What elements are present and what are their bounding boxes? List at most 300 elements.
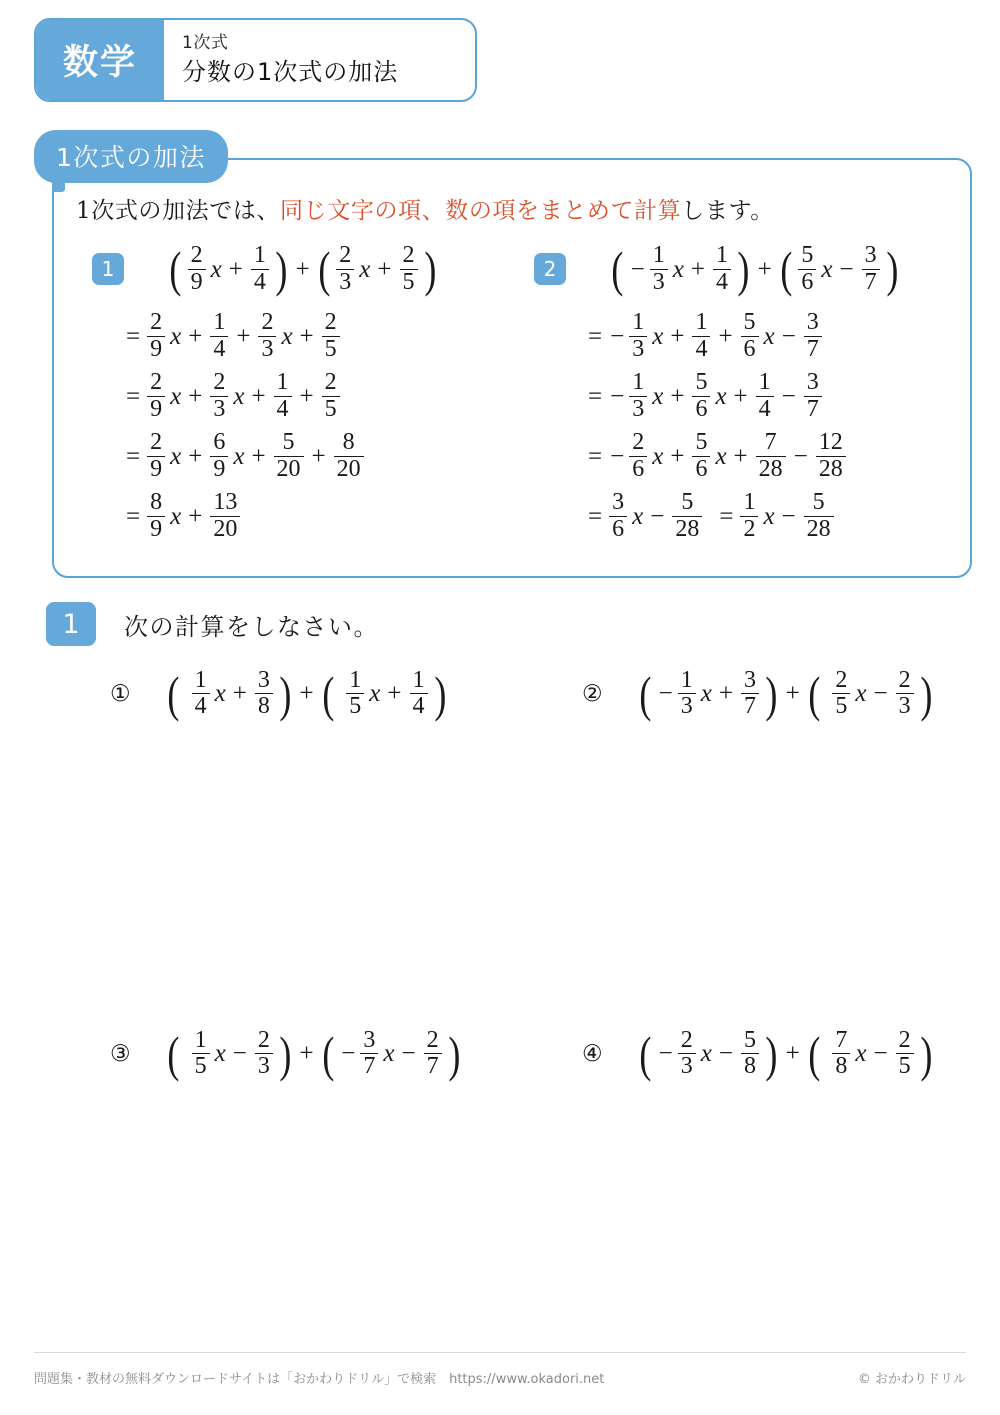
variable: x xyxy=(210,255,222,283)
denominator: 8 xyxy=(741,1053,759,1079)
numerator: 1 xyxy=(632,369,645,396)
sign: − xyxy=(610,382,625,410)
numerator: 1 xyxy=(632,309,645,336)
problem-section-header xyxy=(46,602,379,646)
denominator: 7 xyxy=(862,269,880,295)
paren-open: ( xyxy=(639,1025,652,1082)
fraction xyxy=(741,668,759,720)
header-subtitle: 1次式 xyxy=(182,33,229,54)
variable: x xyxy=(214,680,226,708)
fraction xyxy=(804,490,834,542)
page-title: 分数の1次式の加法 xyxy=(182,58,399,87)
denominator: 4 xyxy=(274,396,292,422)
example-1 xyxy=(92,241,439,542)
numerator: 5 xyxy=(681,489,694,516)
paren-close: ) xyxy=(765,665,778,722)
denominator: 5 xyxy=(192,1053,210,1079)
step-expression xyxy=(588,370,825,422)
paren-close: ) xyxy=(737,241,750,297)
denominator: 6 xyxy=(741,336,759,362)
problem-section-badge: 1 xyxy=(46,602,96,646)
variable: x xyxy=(700,680,712,708)
variable: x xyxy=(715,382,727,410)
equals: = xyxy=(588,322,603,350)
denominator: 4 xyxy=(192,693,210,719)
operator: + xyxy=(718,680,733,708)
variable: x xyxy=(672,255,684,283)
numerator: 2 xyxy=(261,309,274,336)
numerator: 1 xyxy=(695,309,708,336)
step-expression xyxy=(126,310,343,362)
example-2-step-2 xyxy=(588,369,901,422)
problem-number: ④ xyxy=(582,1040,603,1067)
problem-item-2[interactable] xyxy=(582,665,935,722)
operator: + xyxy=(251,382,266,410)
variable: x xyxy=(233,382,245,410)
numerator: 2 xyxy=(190,242,203,269)
denominator: 6 xyxy=(692,396,710,422)
fraction xyxy=(192,668,210,720)
fraction xyxy=(400,243,418,295)
equals: = xyxy=(126,382,141,410)
fraction xyxy=(258,310,276,362)
problem-expression xyxy=(164,1025,463,1082)
fraction xyxy=(251,243,269,295)
denominator: 9 xyxy=(147,516,165,542)
numerator: 3 xyxy=(864,242,877,269)
denominator: 4 xyxy=(251,269,269,295)
numerator: 5 xyxy=(743,1027,756,1053)
numerator: 2 xyxy=(898,667,911,693)
fraction xyxy=(255,668,273,720)
paren-close: ) xyxy=(433,665,446,722)
numerator: 1 xyxy=(743,489,756,516)
fraction xyxy=(804,370,822,422)
operator: + xyxy=(188,502,203,530)
denominator: 7 xyxy=(741,693,759,719)
numerator: 12 xyxy=(818,429,843,456)
operator: + xyxy=(690,255,705,283)
problem-number: ② xyxy=(582,680,603,707)
operator: + xyxy=(733,442,748,470)
equals: = xyxy=(588,442,603,470)
problem-expression xyxy=(636,665,935,722)
denominator: 7 xyxy=(804,396,822,422)
numerator: 2 xyxy=(402,242,415,269)
variable: x xyxy=(821,255,833,283)
operator: + xyxy=(251,442,266,470)
operator: − xyxy=(650,502,665,530)
numerator: 2 xyxy=(324,309,337,336)
denominator: 4 xyxy=(410,693,428,719)
variable: x xyxy=(855,1040,867,1068)
operator: + xyxy=(670,442,685,470)
example-1-step-2 xyxy=(126,369,439,422)
operator: + xyxy=(188,322,203,350)
example-1-badge: 1 xyxy=(92,253,124,285)
operator: − xyxy=(781,322,796,350)
denominator: 3 xyxy=(650,269,668,295)
numerator: 3 xyxy=(612,489,625,516)
footer-site-note: 問題集・教材の無料ダウンロードサイトは「おかわりドリル」で検索 https://www.okadori.net xyxy=(34,1372,605,1387)
example-2-expression xyxy=(608,243,901,295)
fraction xyxy=(210,430,228,482)
paren-close: ) xyxy=(765,1025,778,1082)
paren-open: ( xyxy=(167,665,180,722)
operator: − xyxy=(781,382,796,410)
variable: x xyxy=(170,382,182,410)
denominator: 20 xyxy=(334,456,364,482)
equals: = xyxy=(588,382,603,410)
paren-close: ) xyxy=(919,665,932,722)
footer-copyright: © おかわりドリル xyxy=(857,1372,966,1387)
paren-open: ( xyxy=(167,1025,180,1082)
denominator: 4 xyxy=(692,336,710,362)
variable: x xyxy=(652,382,664,410)
numerator: 1 xyxy=(194,667,207,693)
sign: − xyxy=(341,1040,356,1068)
paren-open: ( xyxy=(317,241,330,297)
fraction xyxy=(192,1028,210,1080)
operator: + xyxy=(718,322,733,350)
numerator: 1 xyxy=(349,667,362,693)
explanation-description xyxy=(76,192,774,225)
denominator: 4 xyxy=(713,269,731,295)
operator: + xyxy=(188,382,203,410)
paren-open: ( xyxy=(169,241,182,297)
fraction xyxy=(741,1028,759,1080)
fraction xyxy=(740,490,758,542)
fraction xyxy=(334,430,364,482)
fraction xyxy=(210,490,240,542)
fraction xyxy=(336,243,354,295)
operator: + xyxy=(232,680,247,708)
denominator: 28 xyxy=(816,456,846,482)
operator: + xyxy=(299,680,314,708)
fraction xyxy=(756,370,774,422)
numerator: 5 xyxy=(812,489,825,516)
example-1-step-4 xyxy=(126,489,439,542)
equals: = xyxy=(126,442,141,470)
numerator: 2 xyxy=(150,429,163,456)
variable: x xyxy=(715,442,727,470)
step-expression xyxy=(126,430,367,482)
numerator: 1 xyxy=(758,369,771,396)
fraction xyxy=(629,430,647,482)
denominator: 28 xyxy=(804,516,834,542)
denominator: 6 xyxy=(629,456,647,482)
denominator: 5 xyxy=(400,269,418,295)
example-2-step-3 xyxy=(588,429,901,482)
denominator: 9 xyxy=(147,396,165,422)
fraction xyxy=(798,243,816,295)
equals: = xyxy=(588,502,603,530)
fraction xyxy=(678,1028,696,1080)
operator: + xyxy=(299,1040,314,1068)
problem-expression xyxy=(636,1025,935,1082)
numerator: 5 xyxy=(282,429,295,456)
paren-close: ) xyxy=(279,1025,292,1082)
denominator: 5 xyxy=(322,336,340,362)
numerator: 2 xyxy=(680,1027,693,1053)
operator: − xyxy=(839,255,854,283)
header-title-group xyxy=(164,20,475,100)
numerator: 7 xyxy=(835,1027,848,1053)
denominator: 6 xyxy=(692,456,710,482)
fraction xyxy=(322,370,340,422)
fraction xyxy=(147,430,165,482)
problem-number: ③ xyxy=(110,1040,131,1067)
denominator: 20 xyxy=(274,456,304,482)
operator: − xyxy=(873,1040,888,1068)
problem-instruction: 次の計算をしなさい。 xyxy=(124,612,379,641)
fraction xyxy=(609,490,627,542)
operator: − xyxy=(781,502,796,530)
desc-highlight: 同じ文字の項、数の項をまとめて計算 xyxy=(280,198,682,224)
numerator: 2 xyxy=(257,1027,270,1053)
operator: + xyxy=(670,322,685,350)
operator: + xyxy=(387,680,402,708)
example-1-problem xyxy=(92,241,439,297)
variable: x xyxy=(359,255,371,283)
equals: = xyxy=(126,502,141,530)
operator: + xyxy=(236,322,251,350)
numerator: 1 xyxy=(253,242,266,269)
paren-open: ( xyxy=(321,665,334,722)
numerator: 5 xyxy=(695,429,708,456)
desc-prefix: 1次式の加法では、 xyxy=(76,198,281,224)
step-expression xyxy=(588,430,849,482)
variable: x xyxy=(855,680,867,708)
fraction xyxy=(692,370,710,422)
denominator: 8 xyxy=(255,693,273,719)
numerator: 2 xyxy=(426,1027,439,1053)
paren-open: ( xyxy=(321,1025,334,1082)
operator: + xyxy=(188,442,203,470)
denominator: 3 xyxy=(258,336,276,362)
denominator: 9 xyxy=(147,336,165,362)
variable: x xyxy=(233,442,245,470)
denominator: 9 xyxy=(147,456,165,482)
fraction xyxy=(410,668,428,720)
fraction xyxy=(741,310,759,362)
fraction xyxy=(650,243,668,295)
fraction xyxy=(322,310,340,362)
numerator: 5 xyxy=(743,309,756,336)
example-2-step-4 xyxy=(588,489,901,542)
fraction xyxy=(274,430,304,482)
operator: + xyxy=(785,680,800,708)
operator: − xyxy=(718,1040,733,1068)
variable: x xyxy=(170,322,182,350)
numerator: 1 xyxy=(715,242,728,269)
numerator: 1 xyxy=(213,309,226,336)
variable: x xyxy=(170,442,182,470)
variable: x xyxy=(632,502,644,530)
denominator: 3 xyxy=(629,336,647,362)
paren-close: ) xyxy=(919,1025,932,1082)
denominator: 3 xyxy=(629,396,647,422)
variable: x xyxy=(763,322,775,350)
operator: + xyxy=(295,255,310,283)
equals: = xyxy=(126,322,141,350)
numerator: 2 xyxy=(150,369,163,396)
paren-close: ) xyxy=(447,1025,460,1082)
numerator: 2 xyxy=(339,242,352,269)
numerator: 2 xyxy=(150,309,163,336)
example-2-step-1 xyxy=(588,309,901,362)
operator: − xyxy=(873,680,888,708)
numerator: 5 xyxy=(801,242,814,269)
numerator: 3 xyxy=(806,369,819,396)
paren-close: ) xyxy=(275,241,288,297)
denominator: 7 xyxy=(360,1053,378,1079)
step-expression xyxy=(588,310,825,362)
denominator: 6 xyxy=(798,269,816,295)
denominator: 9 xyxy=(188,269,206,295)
paren-open: ( xyxy=(808,1025,821,1082)
section-title-badge: 1次式の加法 xyxy=(34,130,228,183)
variable: x xyxy=(281,322,293,350)
numerator: 3 xyxy=(806,309,819,336)
numerator: 3 xyxy=(363,1027,376,1053)
numerator: 2 xyxy=(632,429,645,456)
numerator: 1 xyxy=(680,667,693,693)
denominator: 7 xyxy=(804,336,822,362)
fraction xyxy=(147,490,165,542)
subject-badge: 数学 xyxy=(36,20,164,100)
fraction xyxy=(147,310,165,362)
numerator: 5 xyxy=(695,369,708,396)
denominator: 3 xyxy=(336,269,354,295)
operator: + xyxy=(757,255,772,283)
denominator: 5 xyxy=(896,1053,914,1079)
denominator: 2 xyxy=(740,516,758,542)
numerator: 1 xyxy=(652,242,665,269)
operator: + xyxy=(733,382,748,410)
fraction xyxy=(360,1028,378,1080)
fraction xyxy=(832,668,850,720)
fraction xyxy=(274,370,292,422)
variable: x xyxy=(383,1040,395,1068)
fraction xyxy=(672,490,702,542)
numerator: 3 xyxy=(257,667,270,693)
problem-item-4[interactable] xyxy=(582,1025,935,1082)
denominator: 5 xyxy=(322,396,340,422)
example-2 xyxy=(534,241,901,542)
fraction xyxy=(346,668,364,720)
operator: − xyxy=(793,442,808,470)
denominator: 3 xyxy=(678,1053,696,1079)
step-expression xyxy=(126,370,343,422)
example-1-expression xyxy=(166,243,439,295)
fraction xyxy=(210,310,228,362)
operator: + xyxy=(311,442,326,470)
denominator: 28 xyxy=(672,516,702,542)
numerator: 1 xyxy=(194,1027,207,1053)
problem-item-1[interactable] xyxy=(110,665,449,722)
fraction xyxy=(629,370,647,422)
problem-expression xyxy=(164,665,449,722)
fraction xyxy=(816,430,846,482)
fraction xyxy=(210,370,228,422)
operator: + xyxy=(670,382,685,410)
variable: x xyxy=(214,1040,226,1068)
fraction xyxy=(896,668,914,720)
footer-divider xyxy=(34,1352,966,1353)
operator: − xyxy=(232,1040,247,1068)
operator: + xyxy=(785,1040,800,1068)
operator: + xyxy=(377,255,392,283)
problem-item-3[interactable] xyxy=(110,1025,463,1082)
denominator: 3 xyxy=(896,693,914,719)
paren-open: ( xyxy=(808,665,821,722)
numerator: 8 xyxy=(342,429,355,456)
sign: − xyxy=(630,255,645,283)
fraction xyxy=(756,430,786,482)
paren-close: ) xyxy=(885,241,898,297)
step-expression xyxy=(588,490,837,542)
paren-open: ( xyxy=(611,241,624,297)
operator: − xyxy=(401,1040,416,1068)
fraction xyxy=(713,243,731,295)
paren-open: ( xyxy=(780,241,793,297)
page-footer xyxy=(34,1368,966,1387)
denominator: 9 xyxy=(210,456,228,482)
fraction xyxy=(147,370,165,422)
fraction xyxy=(692,430,710,482)
operator: + xyxy=(299,382,314,410)
sign: − xyxy=(658,1040,673,1068)
desc-suffix: します。 xyxy=(681,198,774,224)
sign: − xyxy=(610,322,625,350)
fraction xyxy=(188,243,206,295)
denominator: 20 xyxy=(210,516,240,542)
denominator: 3 xyxy=(210,396,228,422)
sign: − xyxy=(610,442,625,470)
variable: x xyxy=(763,502,775,530)
numerator: 2 xyxy=(898,1027,911,1053)
numerator: 1 xyxy=(412,667,425,693)
denominator: 3 xyxy=(678,693,696,719)
example-2-problem xyxy=(534,241,901,297)
example-2-badge: 2 xyxy=(534,253,566,285)
fraction xyxy=(832,1028,850,1080)
numerator: 2 xyxy=(835,667,848,693)
sign: − xyxy=(658,680,673,708)
fraction xyxy=(896,1028,914,1080)
fraction xyxy=(629,310,647,362)
worksheet-header xyxy=(34,18,477,102)
variable: x xyxy=(652,322,664,350)
fraction xyxy=(862,243,880,295)
fraction xyxy=(804,310,822,362)
denominator: 28 xyxy=(756,456,786,482)
fraction xyxy=(692,310,710,362)
step-expression xyxy=(126,490,243,542)
numerator: 13 xyxy=(213,489,238,516)
denominator: 3 xyxy=(255,1053,273,1079)
numerator: 6 xyxy=(213,429,226,456)
paren-close: ) xyxy=(279,665,292,722)
fraction xyxy=(678,668,696,720)
variable: x xyxy=(170,502,182,530)
denominator: 4 xyxy=(756,396,774,422)
example-1-step-1 xyxy=(126,309,439,362)
operator: + xyxy=(228,255,243,283)
numerator: 7 xyxy=(764,429,777,456)
fraction xyxy=(424,1028,442,1080)
